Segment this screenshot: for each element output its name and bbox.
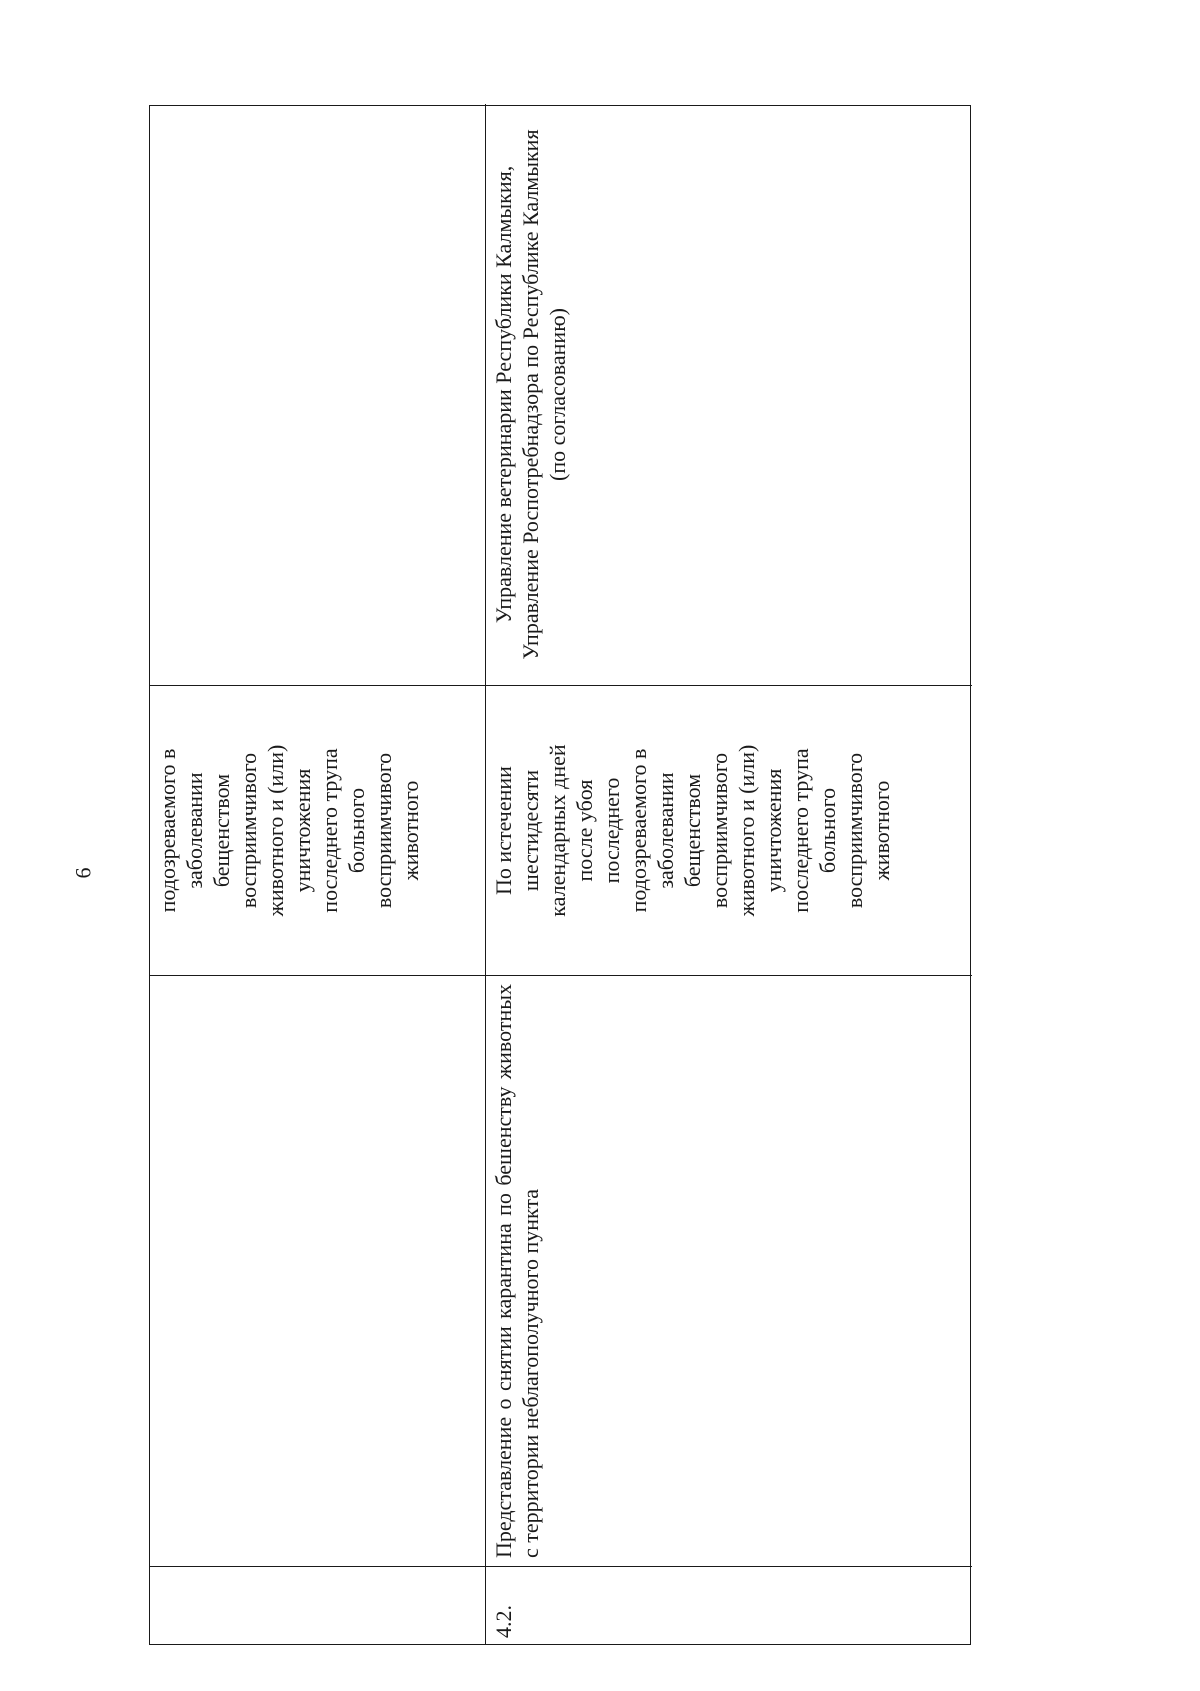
term-line: подозреваемого в [626,748,651,913]
term-line: восприимчивого [842,752,867,909]
term-line: восприимчивого [236,752,261,909]
term-line: бещенством [209,773,234,888]
term-line: животного и (или) [263,744,288,917]
term-line: последнего трупа [317,748,342,913]
term-line: подозреваемого в [155,748,180,913]
term-line: животного [869,780,894,881]
row-continued-number [150,1566,486,1644]
term-line: календарных дней [545,744,570,917]
term-line: больного [344,787,369,874]
page-number: 6 [70,867,96,879]
row-4-2-number: 4.2. [486,1566,972,1644]
row-continued-name [150,975,486,1566]
term-line: животного и (или) [734,744,759,917]
term-line: восприимчивого [371,752,396,909]
term-line: По истечении [491,766,516,895]
term-line: больного [815,787,840,874]
term-line: шестидесяти [518,769,543,892]
term-line: заболевании [182,772,207,889]
term-line: последнего [599,777,624,884]
term-line: заболевании [653,772,678,889]
term-line: после убоя [572,779,597,882]
term-line: последнего трупа [788,748,813,913]
row-4-2-term [486,685,972,975]
term-line: животного [398,780,423,881]
term-line: уничтожения [761,768,786,893]
row-4-2-responsible: Управление ветеринарии Республики Калмыкия, Управление Роспотребнадзора по Республике Калмыкия (по согласованию) [491,129,570,660]
term-line: бещенством [680,773,705,888]
row-continued-responsible [150,104,486,685]
row-continued-term [150,685,486,975]
term-line: восприимчивого [707,752,732,909]
measures-table [149,105,971,1645]
term-line: уничтожения [290,768,315,893]
row-4-2-name: Представление о снятии карантина по бешенству животных с территории неблагополучного пункта [486,975,972,1566]
